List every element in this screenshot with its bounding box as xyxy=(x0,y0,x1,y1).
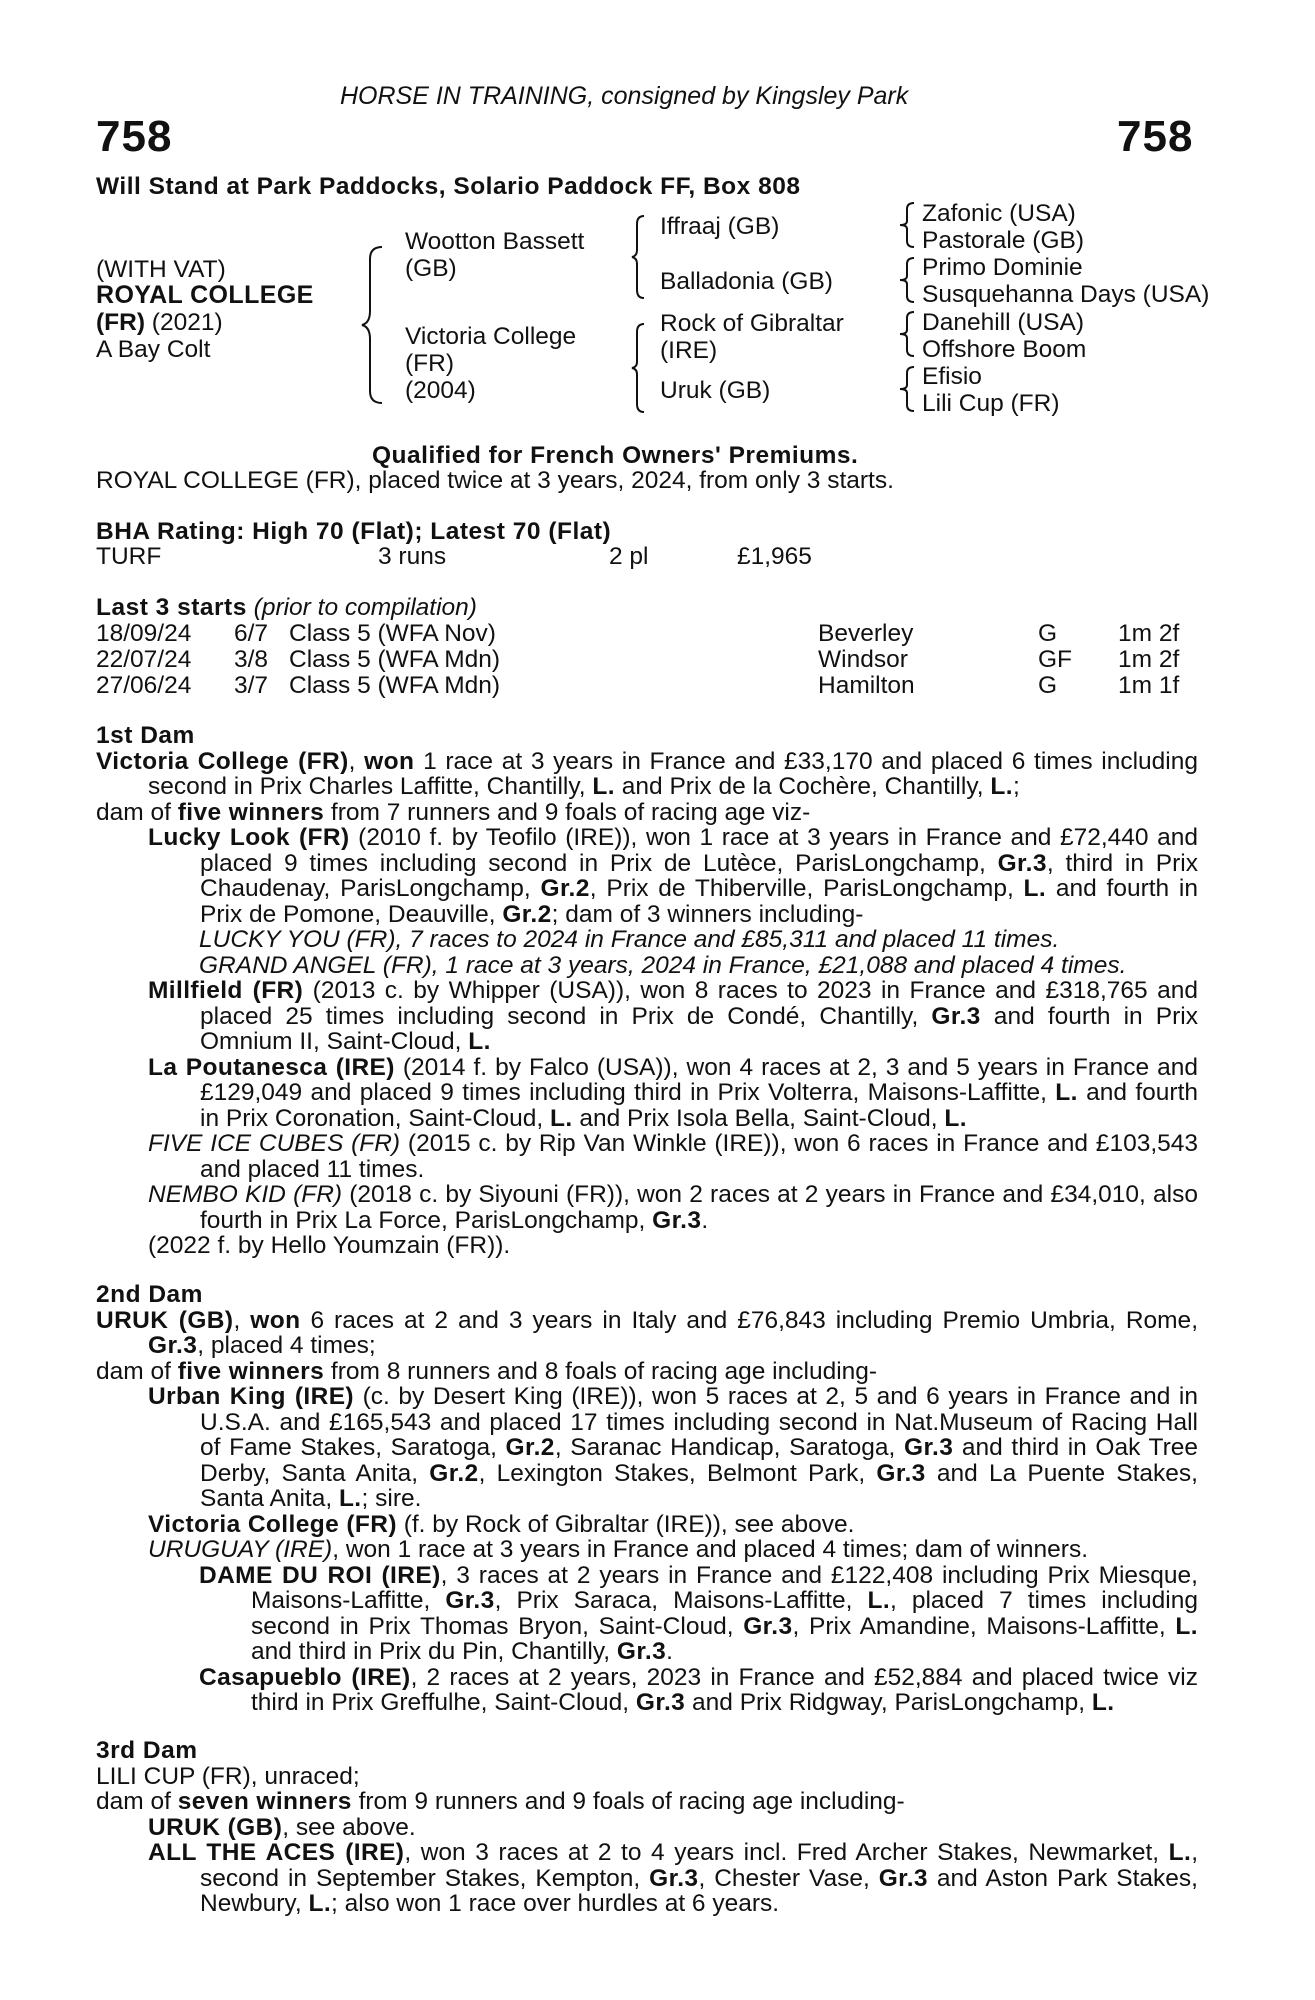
dam2-p2-a: (f. by Rock of Gibraltar (IRE)), see above. xyxy=(396,1510,855,1538)
sd-sire: Primo Dominie xyxy=(922,254,1083,281)
start-going: GF xyxy=(1038,646,1073,673)
dam2-p1-g2: Gr.3 xyxy=(903,1434,954,1461)
dam2-s1-c: , placed 7 times including second in Prix Thomas Bryon, Saint-Cloud, xyxy=(251,1587,1198,1640)
start-course: Hamilton xyxy=(818,672,915,699)
lot-number-right: 758 xyxy=(1117,112,1194,161)
dam1-p4-name: FIVE ICE CUBES (FR) xyxy=(148,1130,401,1157)
dam1-p4-a: (2015 c. by Rip Van Winkle (IRE)), won 6 races in France and £103,543 and placed 11 times. xyxy=(200,1130,1198,1183)
dam2-s1-f: . xyxy=(666,1638,673,1665)
dam1-p1-l: L. xyxy=(1023,875,1047,902)
dam2-record: URUK (GB), won 6 races at 2 and 3 years in Italy and £76,843 including Premio Umbria, Rome, Gr.3, placed 4 times; xyxy=(96,1306,1198,1359)
dam1-won: won xyxy=(364,747,415,775)
dam1-p2-g: Gr.3 xyxy=(931,1002,981,1030)
dam3-p2-e: ; also won 1 race over hurdles at 6 years. xyxy=(331,1890,780,1917)
pedigree-brace-sd xyxy=(898,256,920,304)
last-starts-note: (prior to compilation) xyxy=(246,594,477,621)
dam1-p5-b: . xyxy=(701,1206,709,1234)
dam1-p3-a: (2014 f. by Falco (USA)), won 4 races at 2, 3 and 5 years in France and £129,049 and placed 9 times including third in Prix Volterra, Maisons-Laffitte, xyxy=(200,1053,1198,1106)
dam1-winners: five winners xyxy=(177,798,325,826)
dam3-p2-name: ALL THE ACES (IRE) xyxy=(148,1839,405,1866)
sire-name: Wootton Bassett xyxy=(405,228,585,255)
dam2-s1-e: and third in Prix du Pin, Chantilly, xyxy=(251,1638,617,1665)
dam1-produce-summary xyxy=(96,800,1198,826)
start-class: Class 5 (WFA Nov) xyxy=(289,620,496,647)
dam1-p3-name: La Poutanesca (IRE) xyxy=(148,1053,395,1081)
dam2-p1-a: (c. by Desert King (IRE)), won 5 races at 2, 5 and 6 years in France and in U.S.A. and £165,543 and placed 17 times including second in Nat.Museum of Racing Hall of Fame Stakes, Saratoga, xyxy=(200,1383,1199,1461)
dam1-p3-b: and fourth in Prix Coronation, Saint-Cloud, xyxy=(200,1079,1199,1132)
start-class: Class 5 (WFA Mdn) xyxy=(289,672,501,699)
start-course: Beverley xyxy=(818,620,914,647)
dam1-p1-c: , Prix de Thiberville, ParisLongchamp, xyxy=(589,875,1024,902)
dam3-produce-summary xyxy=(96,1789,1198,1815)
dam1-text1: 1 race at 3 years in France and £33,170 and placed 6 times including second in Prix Charles Laffitte, Chantilly, xyxy=(148,747,1198,800)
dam-year: (2004) xyxy=(405,377,476,404)
dam2-damof-rest: from 8 runners and 8 foals of racing age including- xyxy=(324,1357,878,1385)
dam-section-3 xyxy=(96,1738,1198,1917)
dam1-p1-a: (2010 f. by Teofilo (IRE)), won 1 race at 3 years in France and £72,440 and placed 9 times including second in Prix de Lutèce, ParisLongchamp, xyxy=(200,824,1199,877)
dam2-p3-name: URUGUAY (IRE) xyxy=(148,1536,333,1563)
dam2-s1-g3: Gr.3 xyxy=(616,1638,667,1665)
dam3-p2-l1: L. xyxy=(1168,1839,1192,1866)
horse-name: ROYAL COLLEGE xyxy=(96,281,314,309)
dam3-winners: seven winners xyxy=(177,1788,352,1815)
last-starts-title: Last 3 starts xyxy=(96,594,247,621)
dam2-s1-l1: L. xyxy=(867,1587,891,1614)
pedigree-brace-dam xyxy=(630,322,650,414)
ds-sire: Danehill (USA) xyxy=(922,309,1085,336)
start-date: 27/06/24 xyxy=(96,672,192,699)
horse-suffix: (FR) xyxy=(96,309,145,336)
dam1-p1-e: ; dam of 3 winners including- xyxy=(551,900,864,928)
dam2-produce-3 xyxy=(148,1537,1198,1563)
dam2-p1-b: , Saranac Handicap, Saratoga, xyxy=(554,1434,904,1461)
dam1-p1-sub2-text: , 1 race at 3 years, 2024 in France, £21,088 and placed 4 times. xyxy=(431,951,1127,979)
dd-dam: Lili Cup (FR) xyxy=(922,390,1060,417)
dam2-won: won xyxy=(250,1306,301,1334)
dam1-heading: 1st Dam xyxy=(96,722,195,749)
dam3-p2-g2: Gr.3 xyxy=(878,1864,928,1892)
dam2-s2-g: Gr.3 xyxy=(635,1689,686,1716)
dam1-p1-g2: Gr.2 xyxy=(540,875,590,902)
horse-suffix-year xyxy=(96,309,223,336)
dam-dam: Uruk (GB) xyxy=(660,377,771,404)
dam1-p1-sub1-name: LUCKY YOU (FR) xyxy=(199,926,396,953)
dam1-p1-sub2-name: GRAND ANGEL (FR) xyxy=(199,951,432,979)
dam2-p1-e: and La Puente Stakes, Santa Anita, xyxy=(200,1459,1198,1512)
rating-runs: 3 runs xyxy=(378,543,447,570)
start-dist: 1m 1f xyxy=(1118,672,1180,699)
dam2-text1: 6 races at 2 and 3 years in Italy and £76,843 including Premio Umbria, Rome, xyxy=(300,1306,1198,1334)
dam2-s2-a: , 2 races at 2 years, 2023 in France and £52,884 and placed twice viz third in Prix Greffulhe, Saint-Cloud, xyxy=(251,1663,1199,1716)
start-pos: 3/8 xyxy=(234,646,269,673)
dam1-p1-g3: Gr.2 xyxy=(502,900,552,928)
dam1-name: Victoria College (FR) xyxy=(96,747,349,775)
dam1-p1-b: , third in Prix Chaudenay, ParisLongchamp, xyxy=(200,849,1198,902)
dam2-p1-name: Urban King (IRE) xyxy=(148,1383,354,1410)
lot-number-left: 758 xyxy=(96,112,173,161)
dam2-s1-g1: Gr.3 xyxy=(445,1587,495,1614)
start-date: 22/07/24 xyxy=(96,646,192,673)
dam2-name: URUK (GB) xyxy=(96,1306,234,1334)
ds-dam: Offshore Boom xyxy=(922,336,1087,363)
dam2-grandproduce-1 xyxy=(199,1563,1198,1665)
dam3-p2-a: , won 3 races at 2 to 4 years incl. Fred Archer Stakes, Newmarket, xyxy=(404,1839,1169,1866)
dam2-s2-b: and Prix Ridgway, ParisLongchamp, xyxy=(685,1689,1092,1716)
dam1-listed1: L. xyxy=(592,773,615,800)
dam2-p1-c: and third in Oak Tree Derby, Santa Anita, xyxy=(200,1434,1198,1487)
dam1-p2-b: and fourth in Prix Omnium II, Saint-Cloud, xyxy=(200,1002,1198,1055)
last-starts-heading xyxy=(96,595,477,621)
dam1-text3: ; xyxy=(1012,773,1020,800)
dam2-produce-summary xyxy=(96,1359,1198,1385)
horse-year: (2021) xyxy=(144,309,223,336)
dam2-p1-l: L. xyxy=(338,1485,362,1512)
dam-sire: Rock of Gibraltar xyxy=(660,310,844,337)
sire-sire: Iffraaj (GB) xyxy=(660,213,780,240)
start-pos: 6/7 xyxy=(234,620,269,647)
sire-dam: Balladonia (GB) xyxy=(660,268,833,295)
pedigree-brace-main xyxy=(360,245,390,405)
dam2-heading: 2nd Dam xyxy=(96,1281,203,1308)
dam1-p2-a: (2013 c. by Whipper (USA)), won 8 races to 2023 in France and £318,765 and placed 25 times including second in Prix de Condé, Chantilly, xyxy=(200,977,1199,1030)
dam1-p1-name: Lucky Look (FR) xyxy=(148,824,350,851)
dam3-p1-a: , see above. xyxy=(282,1813,416,1841)
sire-country: (GB) xyxy=(405,255,457,282)
dam3-produce-1 xyxy=(148,1815,1198,1841)
vat-status: (WITH VAT) xyxy=(96,256,226,283)
dam-name: Victoria College xyxy=(405,323,577,350)
pedigree-brace-ds xyxy=(898,310,920,358)
dam1-produce-1 xyxy=(148,825,1198,927)
dam1-p3-l2: L. xyxy=(549,1104,573,1132)
rating-placings: 2 pl xyxy=(609,543,649,570)
dam-country: (FR) xyxy=(405,350,454,377)
dam2-p1-f: ; sire. xyxy=(361,1485,422,1512)
dam1-p1-d: and fourth in Prix de Pomone, Deauville, xyxy=(200,875,1198,928)
dam3-damof-rest: from 9 runners and 9 foals of racing age including- xyxy=(351,1788,905,1815)
dam2-produce-1 xyxy=(148,1384,1198,1512)
dam1-text2: and Prix de la Cochère, Chantilly, xyxy=(614,773,991,800)
dam1-produce-1-sub2 xyxy=(199,953,1198,979)
dam2-p3-a: , won 1 race at 3 years in France and placed 4 times; dam of winners. xyxy=(332,1536,1089,1563)
dam3-p1-name: URUK (GB) xyxy=(148,1813,283,1841)
dd-sire: Efisio xyxy=(922,363,982,390)
dam1-record: Victoria College (FR), won 1 race at 3 years in France and £33,170 and placed 6 times including second in Prix Charles Laffitte, Chantilly, L. and Prix de la Cochère, Chantilly, L.; xyxy=(96,747,1198,800)
dam1-p3-c: and Prix Isola Bella, Saint-Cloud, xyxy=(572,1104,945,1132)
dam3-p2-b: , second in September Stakes, Kempton, xyxy=(200,1839,1199,1892)
dam3-damof: dam of xyxy=(96,1788,178,1815)
pedigree-brace-sire xyxy=(630,214,650,300)
dam3-p2-l2: L. xyxy=(308,1890,332,1917)
start-course: Windsor xyxy=(818,646,908,673)
dam1-damof-rest: from 7 runners and 9 foals of racing age viz- xyxy=(324,798,811,826)
dam2-p1-g1: Gr.2 xyxy=(505,1434,555,1461)
dam1-p5-name: NEMBO KID (FR) xyxy=(148,1181,343,1208)
dam1-p1-sub1-text: , 7 races to 2024 in France and £85,311 and placed 11 times. xyxy=(395,926,1060,953)
dam3-p2-g1: Gr.3 xyxy=(649,1864,699,1892)
start-class: Class 5 (WFA Mdn) xyxy=(289,646,501,673)
dam1-produce-3 xyxy=(148,1055,1198,1132)
dam2-p1-d: , Lexington Stakes, Belmont Park, xyxy=(478,1459,877,1487)
dam3-p2-c: , Chester Vase, xyxy=(698,1864,879,1892)
dam2-s1-name: DAME DU ROI (IRE) xyxy=(199,1561,441,1589)
dam2-p1-g4: Gr.3 xyxy=(876,1459,926,1487)
dam3-heading: 3rd Dam xyxy=(96,1737,198,1764)
dam3-p2-d: and Aston Park Stakes, Newbury, xyxy=(200,1864,1198,1917)
start-dist: 1m 2f xyxy=(1118,620,1180,647)
pedigree-brace-dd xyxy=(898,365,920,413)
dam1-produce-6: (2022 f. by Hello Youmzain (FR)). xyxy=(148,1232,511,1259)
bha-rating: BHA Rating: High 70 (Flat); Latest 70 (Flat) xyxy=(96,518,612,545)
rating-surface: TURF xyxy=(96,543,162,570)
dam2-text2: , placed 4 times; xyxy=(197,1332,376,1359)
dam2-s1-l2: L. xyxy=(1175,1612,1198,1640)
start-going: G xyxy=(1038,672,1058,699)
rating-earnings: £1,965 xyxy=(737,543,812,570)
start-date: 18/09/24 xyxy=(96,620,192,647)
horse-summary: ROYAL COLLEGE (FR), placed twice at 3 years, 2024, from only 3 starts. xyxy=(96,467,894,494)
dam1-produce-4 xyxy=(148,1131,1198,1182)
dam1-p3-l1: L. xyxy=(1055,1079,1078,1106)
dam2-g1: Gr.3 xyxy=(148,1332,198,1359)
dam2-p2-name: Victoria College (FR) xyxy=(148,1510,397,1538)
start-dist: 1m 2f xyxy=(1118,646,1180,673)
ss-dam: Pastorale (GB) xyxy=(922,227,1085,254)
start-pos: 3/7 xyxy=(234,672,269,699)
dam1-p3-l3: L. xyxy=(944,1104,967,1132)
dam2-s1-g2: Gr.3 xyxy=(743,1612,793,1640)
premiums-note: Qualified for French Owners' Premiums. xyxy=(372,442,859,469)
catalogue-subtitle: HORSE IN TRAINING, consigned by Kingsley Park xyxy=(340,82,909,110)
dam2-winners: five winners xyxy=(177,1357,325,1385)
dam1-produce-2 xyxy=(148,978,1198,1055)
horse-description: A Bay Colt xyxy=(96,336,211,363)
stand-location: Will Stand at Park Paddocks, Solario Paddock FF, Box 808 xyxy=(96,173,801,200)
dam2-p1-g3: Gr.2 xyxy=(429,1459,479,1487)
dam3-record: LILI CUP (FR), unraced; xyxy=(96,1762,360,1790)
dam2-s2-name: Casapueblo (IRE) xyxy=(199,1663,411,1691)
dam3-produce-2 xyxy=(148,1840,1198,1917)
dam2-s1-d: , Prix Amandine, Maisons-Laffitte, xyxy=(792,1612,1176,1640)
dam-section-2 xyxy=(96,1282,1198,1716)
dam1-damof: dam of xyxy=(96,798,178,826)
dam1-produce-1-sub1 xyxy=(199,927,1198,953)
pedigree-brace-ss xyxy=(898,201,920,249)
dam2-s2-l: L. xyxy=(1091,1689,1115,1716)
dam1-p2-l: L. xyxy=(468,1028,491,1055)
dam1-p5-a: (2018 c. by Siyouni (FR)), won 2 races at 2 years in France and £34,010, also fourth in Prix La Force, ParisLongchamp, xyxy=(200,1181,1198,1234)
ss-sire: Zafonic (USA) xyxy=(922,200,1076,227)
dam-sire-country: (IRE) xyxy=(660,337,718,364)
dam2-grandproduce-2 xyxy=(199,1665,1198,1716)
dam2-damof: dam of xyxy=(96,1357,178,1385)
dam1-p2-name: Millfield (FR) xyxy=(148,977,304,1004)
start-going: G xyxy=(1038,620,1058,647)
dam-section-1 xyxy=(96,723,1198,1259)
dam1-listed2: L. xyxy=(990,773,1013,800)
dam1-p5-g: Gr.3 xyxy=(652,1206,702,1234)
dam1-p1-g1: Gr.3 xyxy=(997,849,1047,877)
dam2-produce-2 xyxy=(148,1512,1198,1538)
dam2-s1-a: , 3 races at 2 years in France and £122,408 including Prix Miesque, Maisons-Laffitte, xyxy=(251,1561,1198,1614)
dam2-s1-b: , Prix Saraca, Maisons-Laffitte, xyxy=(494,1587,868,1614)
sd-dam: Susquehanna Days (USA) xyxy=(922,281,1210,308)
dam1-produce-5 xyxy=(148,1182,1198,1233)
